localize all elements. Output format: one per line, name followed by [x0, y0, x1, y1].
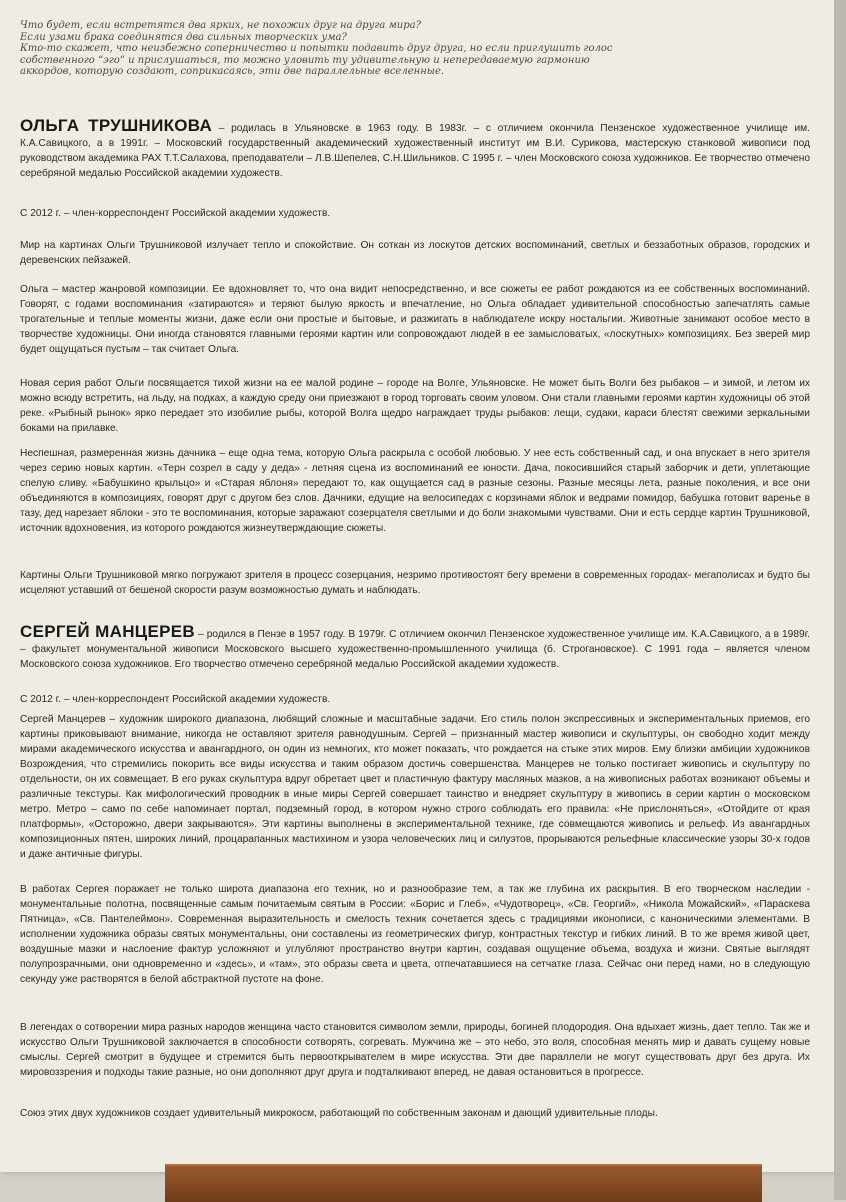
- olga-member: С 2012 г. – член-корреспондент Российской академии художеств.: [20, 208, 331, 219]
- olga-name-heading: ОЛЬГА ТРУШНИКОВА: [20, 116, 213, 135]
- sergey-paragraph-3: В легендах о сотворении мира разных народов женщина часто становится символом земли, природы, богиней плодородия. Она вдыхает жизнь, дает тепло. Так же и искусство Ольги Трушниковой заключается в способности сотворять, согревать. Мужчина же – это небо, это воля, способная менять мир и давать сущему новые смыслы. Сергей смотрит в будущее и стремится быть первооткрывателем в мире искусства. Эти две параллели не могут существовать друг без друга. Их мировоззрения и подходы такие разные, но они дополняют друг друга и подталкивают вперед, не давая остановиться в прогрессе.: [20, 1022, 810, 1078]
- olga-paragraph-5: Картины Ольги Трушниковой мягко погружают зрителя в процесс созерцания, незримо противостоят бегу времени в современных городах- мегаполисах и будто бы исцеляют уставший от бешеной скорости разум возможностью думать и наблюдать.: [20, 570, 810, 596]
- olga-paragraph-2: Ольга – мастер жанровой композиции. Ее вдохновляет то, что она видит непосредственно, и все сюжеты ее работ рождаются из ее собственных воспоминаний. Говорят, с годами воспоминания «затираются» и теряют былую яркость и впечатление, но Ольга обладает удивительной способностью запечатлять самые трогательные и теплые моменты жизни, даже если они простые и бытовые, и разжигать в наблюдателе искру ностальгии. Животные занимают особое место в творчестве художницы. Они иногда становятся главными героями картин или сопровождают людей в ее замысловатых, «лоскутных» композициях. Без зверей мир будет ощущаться пустым – так считает Ольга.: [20, 284, 810, 355]
- intro-line: собственного “эго” и прислушаться, то можно уловить ту удивительную и непередаваемую гармонию: [20, 54, 590, 66]
- olga-bio: [20, 118, 810, 181]
- olga-paragraph-3: Новая серия работ Ольги посвящается тихой жизни на ее малой родине – городе на Волге, Ульяновске. Не может быть Волги без рыбаков – и зимой, и летом их можно всюду встретить, на льду, на подках, а каждую среду они приезжают в город торговать своим уловом. Они стали главными героями картин художницы об этой реке. «Рыбный рынок» ярко передает это изобилие рыбы, которой Волга щедро награждает труды рыбаков: лещи, судаки, караси блестят свежими зеркальными боками на прилавке.: [20, 378, 810, 434]
- sergey-member: С 2012 г. – член-корреспондент Российской академии художеств.: [20, 694, 331, 705]
- olga-paragraph-4: Неспешная, размеренная жизнь дачника – еще одна тема, которую Ольга раскрыла с особой любовью. У нее есть собственный сад, и она впускает в него зрителя через серию новых картин. «Терн созрел в саду у деда» - летняя сцена из воспоминаний ее юности. Дача, покосившийся старый заборчик и дети, уплетающие спелую сливу. «Бабушкино крыльцо» и «Старая яблоня» передают то, как ощущается сад в разные сезоны. Разные месяцы лета, разные поколения, и все они объединяются в композициях, говорят друг с другом без слов. Дачники, едущие на велосипедах с корзинами яблок и ведрами помидор, бабушка готовит варенье в тазу, дед нарезает яблоки - это те воспоминания, которые заражают созерцателя светлыми и до боли знакомыми чувствами. Они и есть сердце картин Трушниковой, источник вдохновения, из которого рождаются жизнеутверждающие сюжеты.: [20, 448, 810, 534]
- sergey-bio: [20, 624, 810, 672]
- intro-line: аккордов, которую создают, соприкасаясь, эти две параллельные вселенные.: [20, 66, 445, 78]
- sergey-paragraph-2: В работах Сергея поражает не только широта диапазона его техник, но и разнообразие тем, а так же глубина их раскрытия. В его творческом наследии - монументальные полотна, посвященные самым почитаемым святым в России: «Борис и Глеб», «Чудотворец», «Св. Георгий», «Никола Можайский», «Параскева Пятница», «Св. Пантелеймон». Современная выразительность и смелость техник сочетается здесь с традициями иконописи, с каноническими элементами. В исполнении художника образы святых монументальны, они составлены из геометрических фигур, контрастных текстур и гибких линий. В то же время живой цвет, воздушные мазки и наслоение фактур усложняют и углубляют пространство внутри картин, создавая ощущение объема, воздуха и жизни. Святые выглядят полупрозрачными, они одновременно и «здесь», и «там», это образы света и цвета, отпечатавшиеся на сетчатке глаза. Сейчас они перед нами, но в следующую секунду уже растворятся в белой абстрактной пустоте на фоне.: [20, 884, 810, 985]
- wall-background: [834, 0, 846, 1200]
- intro-quote: [20, 20, 660, 78]
- sergey-name-heading: СЕРГЕЙ МАНЦЕРЕВ: [20, 622, 195, 641]
- sergey-bio-text: – родился в Пензе в 1957 году. В 1979г. С отличием окончил Пензенское художественное училище им. К.А.Савицкого, а в 1989г. – факультет монументальной живописи Московского высшего художественно-промышленного училища (б. Строгановское). С 1991 года – является членом Московского союза художников. Его творчество отмечено серебряной медалью Российской академии художеств.: [20, 629, 810, 670]
- intro-line: Что будет, если встретятся два ярких, не похожих друг на друга мира?: [20, 20, 421, 31]
- intro-line: Кто-то скажет, что неизбежно соперничество и попытки подавить друг друга, но если приглушить голос: [20, 43, 613, 55]
- olga-paragraph-1: Мир на картинах Ольги Трушниковой излучает тепло и спокойствие. Он соткан из лоскутов детских воспоминаний, светлых и беззаботных образов, городских и деревенских пейзажей.: [20, 240, 810, 266]
- wooden-easel-ledge: [165, 1164, 762, 1202]
- olga-bio-text: – родилась в Ульяновске в 1963 году. В 1983г. – с отличием окончила Пензенское художественное училище им. К.А.Савицкого, а в 1991г. – Московский государственный академический художественный институт им В.И. Сурикова, мастерскую станковой живописи под руководством академика РАХ Т.Т.Салахова, преподаватели – Л.В.Шепелев, С.Н.Шильников. С 1995 г. – член Московского союза художников. Ее творчество отмечено серебряной медалью Российской академии художеств.: [20, 123, 811, 179]
- sergey-paragraph-1: Сергей Манцерев – художник широкого диапазона, любящий сложные и масштабные задачи. Его стиль полон экспрессивных и экспериментальных приемов, его картины приковывают внимание, никогда не оставляют зрителя равнодушным. Сергей – признанный мастер живописи и скульптуры, он свободно ходит между мирами академического искусства и авангардного, он один из немногих, кто может показать, что рождается на стыке этих миров. Ему близки амбиции художников Возрождения, что стремились покорить все виды искусства и таким образом достичь совершенства. Манцерев не только постигает живопись и скульптуру по отдельности, он их совмещает. В его руках скульптура вдруг обретает цвет и пластичную фактуру масляных мазков, а на живописных работах возникают объемы и различные текстуры. Как мифологический проводник в иные миры Сергей совершает таинство и внедряет скульптуру в живопись в серии картин о московском метро. Метро – само по себе напоминает портал, подземный город, в котором нужно строго соблюдать его правила: «Не прислоняться», «Отойдите от края платформы», «Осторожно, двери закрываются». Эти картины выполнены в экспериментальной технике, где совмещаются живопись и рельеф. Из авангардных композиционных пятен, широких линий, процарапанных мастихином и узора человеческих лиц и силуэтов, прорываются рельефные классические узоры 30-х годов и даже античные фигуры.: [20, 714, 810, 860]
- intro-line: Если узами брака соединятся два сильных творческих ума?: [20, 31, 347, 43]
- sergey-paragraph-4: Союз этих двух художников создает удивительный микрокосм, работающий по собственным законам и дающий удивительные плоды.: [20, 1108, 658, 1119]
